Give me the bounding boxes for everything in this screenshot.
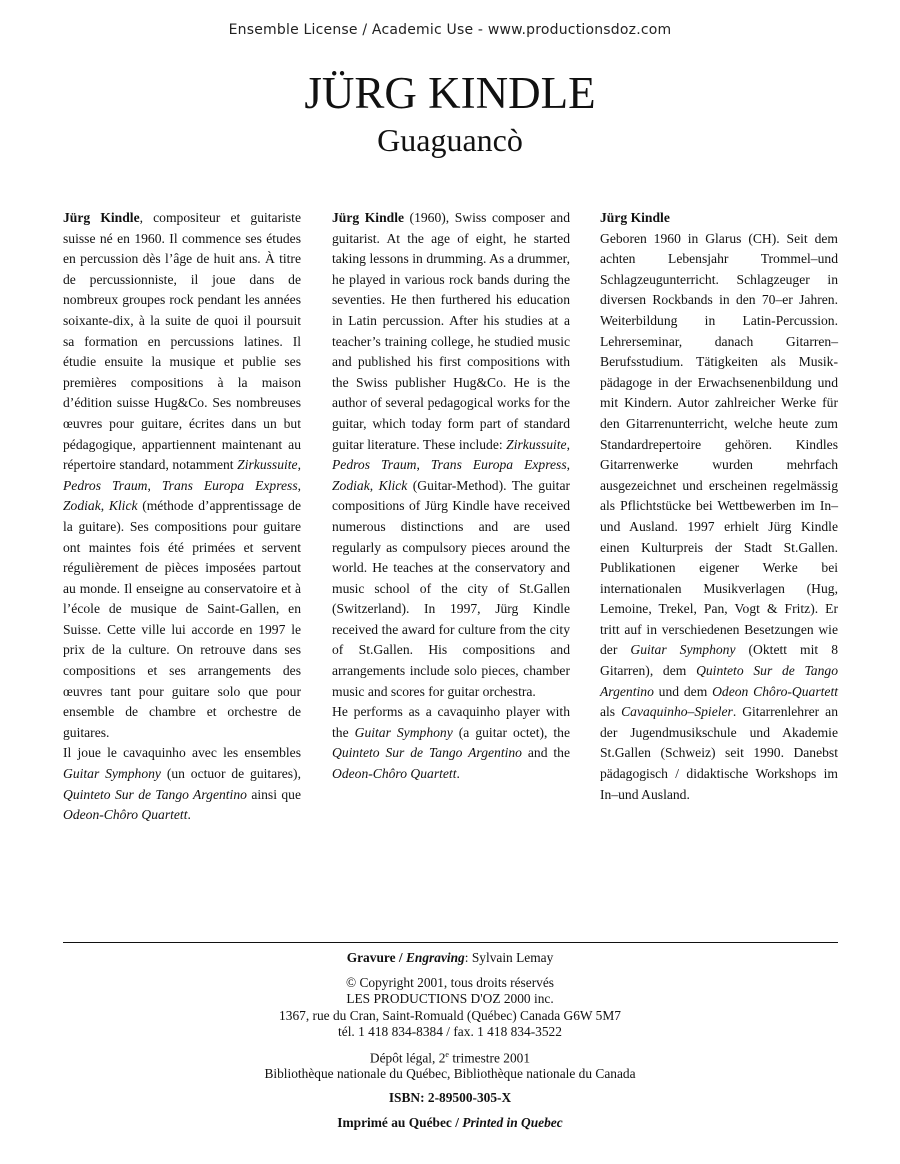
work-title: Cavaquinho–Spieler bbox=[621, 704, 733, 720]
publisher-name: LES PRODUCTIONS D'OZ 2000 inc. bbox=[346, 991, 554, 1006]
composer-name-bold: Jürg Kindle bbox=[600, 210, 670, 225]
text-run: , bbox=[297, 457, 301, 473]
work-title: Klick bbox=[378, 477, 408, 493]
work-title: Odeon Chôro-Quartett bbox=[712, 683, 838, 699]
text-run: ainsi que bbox=[246, 786, 301, 802]
text-run: , bbox=[416, 457, 431, 473]
text-run: (Guitar-Method). The guitar compositions of Jürg Kindle have received numerous distinctions and are used regularly as compulsory pieces around the world. He teaches at the conservatory and music school of the city of St.Gallen (Switzerland). In 1997, Jürg Kindle received the award for culture from the city of St.Gallen. His compositions and arrangements include solo pieces, chamber music and scores for guitar orchestra. bbox=[332, 477, 571, 699]
publisher-footer bbox=[0, 950, 900, 1132]
work-title: Klick bbox=[108, 498, 138, 514]
work-title: Odeon-Chôro Quartett bbox=[332, 766, 457, 782]
text-run: He performs as a cavaquinho player with the bbox=[332, 704, 570, 740]
work-title: Guitar Symphony bbox=[630, 642, 736, 658]
footer-divider bbox=[63, 942, 838, 943]
text-run: . Gitarrenlehrer an der Jugendmusikschule und Akademie St.Gallen (Schweiz) seit 1990. Danebst pädagogisch / didaktische Workshops im In–und Ausland. bbox=[600, 704, 838, 802]
work-title: Zirkussuite bbox=[237, 457, 298, 473]
biography-french-text bbox=[63, 208, 301, 826]
work-title: Quinteto Sur de Tango Argentino bbox=[600, 663, 838, 699]
work-title: Pedros Traum bbox=[332, 457, 417, 473]
text-run: (méthode d’apprentissage de la guitare). Ses compositions pour guitare ont maintes fois été primées et servent régulièrement de pièces imposées partout au monde. Il enseigne au conservatoire et à l’école de musique de Saint-Gallen, en Suisse. Cette ville lui accorde en 1997 le prix de la culture. On retrouve dans ses compositions et ses arrangements des œuvres tant pour guitare solo que pour ensemble de chambre et orchestre de guitares. bbox=[63, 498, 301, 740]
text-run: , bbox=[100, 498, 109, 514]
work-title: Zodiak bbox=[63, 498, 101, 514]
biography-english-text bbox=[332, 208, 570, 785]
text-run: and the bbox=[521, 745, 570, 761]
text-run: (un octuor de guitares), bbox=[160, 766, 301, 782]
text-run: , bbox=[147, 477, 162, 493]
libraries-line: Bibliothèque nationale du Québec, Bibliothèque nationale du Canada bbox=[264, 1066, 636, 1082]
legal-deposit: Dépôt légal, 2e trimestre 2001 bbox=[369, 1049, 531, 1065]
biography-german bbox=[600, 208, 838, 805]
engraving-credit: Gravure / Engraving: Sylvain Lemay bbox=[346, 950, 554, 965]
text-run: , compositeur et guitariste suisse né en 1960. Il commence ses études en percussion dès l’âge de huit ans. À titre de percussionniste, il joue dans de nombreux groupes rock pendant les années soixante-dix, à la suite de quoi il poursuit sa formation en percussions latines. Il étudie ensuite la musique et publie ses premières compositions à la maison d’édition suisse Hug&Co. Ses nombreuses œuvres pour guitare, écrites dans un but pédagogique, appartiennent maintenant au répertoire standard, notamment bbox=[63, 210, 301, 473]
composer-name-bold: Jürg Kindle bbox=[332, 210, 405, 225]
piece-title: Guaguancò bbox=[377, 122, 523, 158]
work-title: Quinteto Sur de Tango Argentino bbox=[63, 786, 247, 802]
text-run: , bbox=[369, 477, 379, 493]
biography-english bbox=[332, 208, 570, 785]
text-run: , bbox=[297, 477, 302, 493]
text-run: Il joue le cavaquinho avec les ensembles bbox=[63, 745, 301, 761]
work-title: Quinteto Sur de Tango Argentino bbox=[332, 745, 522, 761]
publisher-phone: tél. 1 418 834-8384 / fax. 1 418 834-3522 bbox=[338, 1024, 562, 1039]
text-run: (a guitar octet), the bbox=[452, 724, 571, 740]
printed-in: Imprimé au Québec / Printed in Quebec bbox=[337, 1115, 563, 1131]
text-run: und dem bbox=[653, 683, 713, 699]
text-run: . bbox=[456, 766, 460, 782]
biography-german-text bbox=[600, 208, 838, 805]
text-run: (1960), Swiss composer and guitarist. At the age of eight, he started taking lessons in drumming. As a drummer, he played in various rock bands during the seventies. He then furthered his education in Latin percussion. After his studies at a teacher’s training college, he studied music and published his first compositions with the Swiss publisher Hug&Co. He is the author of several pedagogical works for the guitar, which today form part of standard guitar literature. These include: bbox=[332, 210, 570, 452]
text-run: , bbox=[566, 436, 570, 452]
work-title: Zirkussuite bbox=[506, 436, 567, 452]
work-title: Odeon-Chôro Quartett bbox=[63, 807, 188, 823]
work-title: Trans Europa Express bbox=[161, 477, 298, 493]
work-title: Guitar Symphony bbox=[354, 724, 453, 740]
work-title: Pedros Traum bbox=[63, 477, 148, 493]
text-run: . bbox=[187, 807, 191, 823]
composer-name-bold: Jürg Kindle bbox=[63, 210, 140, 225]
license-notice: Ensemble License / Academic Use - www.productionsdoz.com bbox=[228, 22, 672, 38]
work-title: Guitar Symphony bbox=[63, 766, 161, 782]
text-run: als bbox=[600, 704, 622, 720]
publisher-address: 1367, rue du Cran, Saint-Romuald (Québec) Canada G6W 5M7 bbox=[279, 1007, 621, 1023]
work-title: Zodiak bbox=[332, 477, 370, 493]
text-run: (Oktett mit 8 Gitarren), dem bbox=[600, 642, 838, 679]
isbn: ISBN: 2-89500-305-X bbox=[388, 1089, 512, 1105]
work-title: Trans Europa Express bbox=[430, 457, 567, 473]
composer-name: JÜRG KINDLE bbox=[304, 68, 596, 118]
copyright-line: © Copyright 2001, tous droits réservés bbox=[345, 974, 555, 990]
text-run: Geboren 1960 in Glarus (CH). Seit dem achten Lebensjahr Trommel–und Schlagzeugunterricht. Schlagzeuger in diversen Rockbands in den 70–er Jahren. Weiterbildung in Latin-Percussion. Lehrerseminar, danach Gitarren–Berufsstudium. Tätigkeiten als Musikpädagoge in der Erwachsenenbildung und mit Kindern. Autor zahlreicher Werke für den Gitarrenunterricht, welche heute zum Standardrepertoire gehören. Kindles Gitarrenwerke wurden mehrfach ausgezeichnet und erscheinen regelmässig als Pflichtstücke bei Wettbewerben im In–und Ausland. 1997 erhielt Jürg Kindle einen Kulturpreis der Stadt St.Gallen. Publikationen eigener Werke bei internationalen Musikverlagen (Hug, Lemoine, Trekel, Pan, Vogt & Fritz). Er tritt auf in verschiedenen Besetzungen wie der bbox=[600, 230, 838, 658]
text-run: , bbox=[566, 457, 571, 473]
biography-french bbox=[63, 208, 301, 826]
